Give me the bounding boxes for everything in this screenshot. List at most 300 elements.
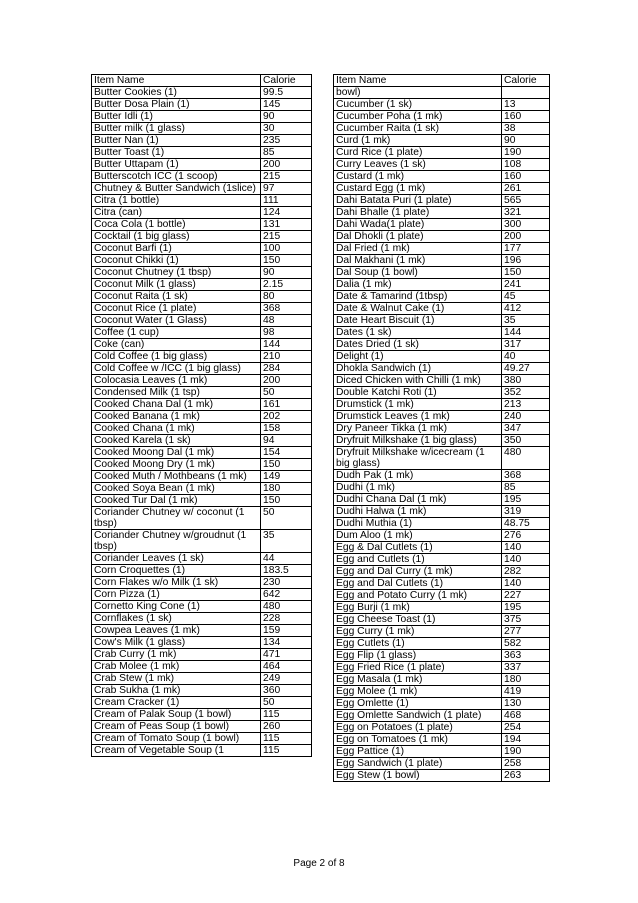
calorie-cell: 412 (502, 303, 550, 315)
item-name-cell: Coffee (1 cup) (92, 327, 261, 339)
item-name-cell: Dudhi Muthia (1) (334, 518, 502, 530)
table-row (92, 339, 312, 351)
item-name-cell: Cream of Vegetable Soup (1 (92, 745, 261, 757)
table-row (92, 195, 312, 207)
item-name-cell: Drumstick Leaves (1 mk) (334, 411, 502, 423)
calorie-cell: 50 (261, 507, 312, 530)
calorie-cell: 150 (261, 495, 312, 507)
item-name-cell: Cooked Moong Dal (1 mk) (92, 447, 261, 459)
table-row (334, 375, 550, 387)
item-name-cell: Coconut Chikki (1) (92, 255, 261, 267)
table-row (334, 243, 550, 255)
table-row (92, 625, 312, 637)
item-name-cell: Butter Toast (1) (92, 147, 261, 159)
item-name-cell: Cold Coffee (1 big glass) (92, 351, 261, 363)
item-name-cell: Cooked Chana Dal (1 mk) (92, 399, 261, 411)
calorie-cell: 144 (261, 339, 312, 351)
table-row (92, 363, 312, 375)
calorie-cell: Calorie (502, 75, 550, 87)
table-row (92, 565, 312, 577)
table-row (92, 219, 312, 231)
calorie-cell: 183.5 (261, 565, 312, 577)
item-name-cell: Egg and Potato Curry (1 mk) (334, 590, 502, 602)
item-name-cell: Egg Stew (1 bowl) (334, 770, 502, 782)
table-row (334, 111, 550, 123)
calorie-cell: 45 (502, 291, 550, 303)
calorie-cell: 464 (261, 661, 312, 673)
calorie-cell: 321 (502, 207, 550, 219)
item-name-cell: Dahi Batata Puri (1 plate) (334, 195, 502, 207)
item-name-cell: Cream of Palak Soup (1 bowl) (92, 709, 261, 721)
calorie-cell: 40 (502, 351, 550, 363)
table-row (334, 291, 550, 303)
calorie-cell: 282 (502, 566, 550, 578)
table-row (334, 674, 550, 686)
table-row (92, 471, 312, 483)
item-name-cell: Coriander Leaves (1 sk) (92, 553, 261, 565)
item-name-cell: Cooked Muth / Mothbeans (1 mk) (92, 471, 261, 483)
table-row (334, 770, 550, 782)
calorie-cell: 2.15 (261, 279, 312, 291)
table-row (92, 243, 312, 255)
item-name-cell: Crab Curry (1 mk) (92, 649, 261, 661)
table-row (92, 87, 312, 99)
table-row (334, 530, 550, 542)
table-row (334, 554, 550, 566)
table-row (92, 171, 312, 183)
calorie-cell: 215 (261, 231, 312, 243)
item-name-cell: Coconut Barfi (1) (92, 243, 261, 255)
calorie-cell: 565 (502, 195, 550, 207)
calorie-cell: 190 (502, 147, 550, 159)
item-name-cell: Dal Dhokli (1 plate) (334, 231, 502, 243)
calorie-cell: 180 (261, 483, 312, 495)
item-name-cell: Cornetto King Cone (1) (92, 601, 261, 613)
table-row (334, 255, 550, 267)
table-row (334, 542, 550, 554)
item-name-cell: Custard Egg (1 mk) (334, 183, 502, 195)
calorie-cell: 261 (502, 183, 550, 195)
item-name-cell: Coca Cola (1 bottle) (92, 219, 261, 231)
item-name-cell: Cucumber (1 sk) (334, 99, 502, 111)
item-name-cell: Cooked Soya Bean (1 mk) (92, 483, 261, 495)
item-name-cell: Corn Pizza (1) (92, 589, 261, 601)
item-name-cell: Butter Dosa Plain (1) (92, 99, 261, 111)
table-row (92, 375, 312, 387)
calorie-cell: 284 (261, 363, 312, 375)
calorie-cell: 30 (261, 123, 312, 135)
calorie-cell: 368 (261, 303, 312, 315)
calorie-cell: 347 (502, 423, 550, 435)
calorie-cell: 160 (502, 171, 550, 183)
calorie-cell: 276 (502, 530, 550, 542)
calorie-cell: 90 (261, 267, 312, 279)
calorie-cell: 363 (502, 650, 550, 662)
item-name-cell: Butter milk (1 glass) (92, 123, 261, 135)
item-name-cell: Butter Uttapam (1) (92, 159, 261, 171)
item-name-cell: Citra (1 bottle) (92, 195, 261, 207)
item-name-cell: Coriander Chutney w/ coconut (1 tbsp) (92, 507, 261, 530)
item-name-cell: Corn Flakes w/o Milk (1 sk) (92, 577, 261, 589)
calorie-cell: 80 (261, 291, 312, 303)
item-name-cell: Coriander Chutney w/groudnut (1 tbsp) (92, 530, 261, 553)
table-row (92, 315, 312, 327)
table-row (92, 423, 312, 435)
calorie-cell: 13 (502, 99, 550, 111)
calorie-cell: 195 (502, 602, 550, 614)
calorie-cell: 161 (261, 399, 312, 411)
calorie-cell: 480 (502, 447, 550, 470)
table-row (92, 459, 312, 471)
item-name-cell: Egg Molee (1 mk) (334, 686, 502, 698)
table-row (92, 661, 312, 673)
table-row (92, 697, 312, 709)
item-name-cell: Egg and Dal Curry (1 mk) (334, 566, 502, 578)
calorie-cell: 145 (261, 99, 312, 111)
calorie-cell: 98 (261, 327, 312, 339)
calorie-cell: 200 (261, 159, 312, 171)
calorie-cell: 368 (502, 470, 550, 482)
calorie-cell: 115 (261, 733, 312, 745)
item-name-cell: Date & Walnut Cake (1) (334, 303, 502, 315)
calorie-cell: 180 (502, 674, 550, 686)
calorie-cell: 228 (261, 613, 312, 625)
item-name-cell: Egg Omlette (1) (334, 698, 502, 710)
item-name-cell: Dudhi (1 mk) (334, 482, 502, 494)
calorie-cell: 317 (502, 339, 550, 351)
item-name-cell: Butter Nan (1) (92, 135, 261, 147)
table-row (334, 518, 550, 530)
item-name-cell: Citra (can) (92, 207, 261, 219)
table-row (92, 231, 312, 243)
item-name-cell: Crab Molee (1 mk) (92, 661, 261, 673)
calorie-cell: 319 (502, 506, 550, 518)
table-row (92, 411, 312, 423)
table-row (334, 578, 550, 590)
item-name-cell: Item Name (92, 75, 261, 87)
calorie-cell: 337 (502, 662, 550, 674)
calorie-cell: 48 (261, 315, 312, 327)
table-row (92, 530, 312, 553)
calorie-cell: 90 (502, 135, 550, 147)
calorie-cell: 134 (261, 637, 312, 649)
table-row (334, 171, 550, 183)
table-row (334, 602, 550, 614)
calorie-cell: 154 (261, 447, 312, 459)
calorie-cell: 227 (502, 590, 550, 602)
item-name-cell: Dalia (1 mk) (334, 279, 502, 291)
item-name-cell: Cream Cracker (1) (92, 697, 261, 709)
calorie-cell: 213 (502, 399, 550, 411)
calorie-cell: 158 (261, 423, 312, 435)
table-row (92, 303, 312, 315)
table-row (92, 207, 312, 219)
calorie-cell: 177 (502, 243, 550, 255)
table-row (92, 577, 312, 589)
calorie-cell: 200 (502, 231, 550, 243)
item-name-cell: Dry Paneer Tikka (1 mk) (334, 423, 502, 435)
item-name-cell: Cooked Moong Dry (1 mk) (92, 459, 261, 471)
item-name-cell: Egg on Tomatoes (1 mk) (334, 734, 502, 746)
table-row (334, 183, 550, 195)
table-row (92, 483, 312, 495)
table-row (334, 363, 550, 375)
calorie-cell: 35 (261, 530, 312, 553)
item-name-cell: Dal Fried (1 mk) (334, 243, 502, 255)
item-name-cell: Corn Croquettes (1) (92, 565, 261, 577)
calorie-cell: 240 (502, 411, 550, 423)
calorie-cell: 241 (502, 279, 550, 291)
item-name-cell: Egg and Cutlets (1) (334, 554, 502, 566)
item-name-cell: Curd Rice (1 plate) (334, 147, 502, 159)
table-row (92, 435, 312, 447)
table-row (334, 447, 550, 470)
calorie-cell: 150 (502, 267, 550, 279)
table-row (92, 637, 312, 649)
item-name-cell: Butter Cookies (1) (92, 87, 261, 99)
calorie-cell: 150 (261, 255, 312, 267)
table-row (334, 399, 550, 411)
calorie-cell: 140 (502, 554, 550, 566)
table-row (334, 315, 550, 327)
calorie-cell: 44 (261, 553, 312, 565)
table-row (334, 303, 550, 315)
item-name-cell: Egg Masala (1 mk) (334, 674, 502, 686)
item-name-cell: Coconut Chutney (1 tbsp) (92, 267, 261, 279)
table-row (334, 506, 550, 518)
item-name-cell: Egg Cheese Toast (1) (334, 614, 502, 626)
table-row (92, 159, 312, 171)
item-name-cell: Coconut Milk (1 glass) (92, 279, 261, 291)
calorie-cell: 230 (261, 577, 312, 589)
calorie-cell: 108 (502, 159, 550, 171)
item-name-cell: Egg Curry (1 mk) (334, 626, 502, 638)
item-name-cell: Dudhi Chana Dal (1 mk) (334, 494, 502, 506)
calorie-cell: 210 (261, 351, 312, 363)
table-row (92, 613, 312, 625)
item-name-cell: Cornflakes (1 sk) (92, 613, 261, 625)
calorie-cell: 160 (502, 111, 550, 123)
table-row (92, 733, 312, 745)
table-row (334, 722, 550, 734)
item-name-cell: Coconut Raita (1 sk) (92, 291, 261, 303)
calorie-cell: 263 (502, 770, 550, 782)
item-name-cell: Dahi Bhalle (1 plate) (334, 207, 502, 219)
item-name-cell: Cowpea Leaves (1 mk) (92, 625, 261, 637)
table-row (334, 207, 550, 219)
calorie-cell: 200 (261, 375, 312, 387)
calorie-cell: 130 (502, 698, 550, 710)
table-row (92, 351, 312, 363)
calorie-cell (502, 87, 550, 99)
calorie-cell: 85 (502, 482, 550, 494)
calorie-cell: 35 (502, 315, 550, 327)
table-row (92, 123, 312, 135)
table-row (92, 721, 312, 733)
calorie-cell: 48.75 (502, 518, 550, 530)
table-row (334, 123, 550, 135)
table-row (334, 327, 550, 339)
calorie-cell: 85 (261, 147, 312, 159)
table-row (334, 147, 550, 159)
item-name-cell: Dryfruit Milkshake (1 big glass) (334, 435, 502, 447)
calorie-cell: 190 (502, 746, 550, 758)
calorie-cell: 124 (261, 207, 312, 219)
table-header-row (92, 75, 312, 87)
item-name-cell: Colocasia Leaves (1 mk) (92, 375, 261, 387)
calorie-cell: 140 (502, 542, 550, 554)
table-row (92, 183, 312, 195)
table-row (92, 255, 312, 267)
calorie-cell: 480 (261, 601, 312, 613)
calorie-cell: 380 (502, 375, 550, 387)
item-name-cell: Egg Burji (1 mk) (334, 602, 502, 614)
table-row (334, 614, 550, 626)
calorie-cell: 144 (502, 327, 550, 339)
table-row (334, 267, 550, 279)
calorie-cell: 419 (502, 686, 550, 698)
calorie-cell: 194 (502, 734, 550, 746)
item-name-cell: Dates Dried (1 sk) (334, 339, 502, 351)
table-row (334, 135, 550, 147)
item-name-cell: Cooked Banana (1 mk) (92, 411, 261, 423)
table-row (334, 423, 550, 435)
table-row (92, 387, 312, 399)
item-name-cell: Curry Leaves (1 sk) (334, 159, 502, 171)
table-row (92, 267, 312, 279)
table-row (92, 589, 312, 601)
calorie-cell: 100 (261, 243, 312, 255)
table-row (92, 673, 312, 685)
table-row (92, 279, 312, 291)
calorie-cell: 90 (261, 111, 312, 123)
table-row (334, 411, 550, 423)
item-name-cell: Cream of Peas Soup (1 bowl) (92, 721, 261, 733)
item-name-cell: Diced Chicken with Chilli (1 mk) (334, 375, 502, 387)
table-row (92, 147, 312, 159)
item-name-cell: Egg Sandwich (1 plate) (334, 758, 502, 770)
item-name-cell: Cocktail (1 big glass) (92, 231, 261, 243)
item-name-cell: Dudh Pak (1 mk) (334, 470, 502, 482)
calorie-cell: 97 (261, 183, 312, 195)
item-name-cell: Cooked Karela (1 sk) (92, 435, 261, 447)
table-row (92, 327, 312, 339)
item-name-cell: Cream of Tomato Soup (1 bowl) (92, 733, 261, 745)
table-row (92, 507, 312, 530)
table-row (334, 566, 550, 578)
item-name-cell: Curd (1 mk) (334, 135, 502, 147)
item-name-cell: Coconut Water (1 Glass) (92, 315, 261, 327)
table-row (334, 710, 550, 722)
table-row (334, 435, 550, 447)
calorie-cell: 258 (502, 758, 550, 770)
table-row (334, 231, 550, 243)
item-name-cell: Chutney & Butter Sandwich (1slice) (92, 183, 261, 195)
calorie-cell: 215 (261, 171, 312, 183)
calorie-cell: 99.5 (261, 87, 312, 99)
table-row (334, 87, 550, 99)
calorie-cell: 582 (502, 638, 550, 650)
calorie-cell: 140 (502, 578, 550, 590)
calorie-cell: 195 (502, 494, 550, 506)
table-row (92, 291, 312, 303)
item-name-cell: Egg Pattice (1) (334, 746, 502, 758)
item-name-cell: Egg and Dal Cutlets (1) (334, 578, 502, 590)
calorie-cell: Calorie (261, 75, 312, 87)
table-row (92, 601, 312, 613)
calorie-cell: 94 (261, 435, 312, 447)
table-row (92, 649, 312, 661)
item-name-cell: Butterscotch ICC (1 scoop) (92, 171, 261, 183)
table-row (334, 494, 550, 506)
calorie-table-left-body (92, 75, 312, 757)
item-name-cell: Dryfruit Milkshake w/icecream (1 big glass) (334, 447, 502, 470)
calorie-cell: 360 (261, 685, 312, 697)
table-row (334, 470, 550, 482)
table-row (334, 219, 550, 231)
calorie-cell: 131 (261, 219, 312, 231)
table-row (92, 135, 312, 147)
item-name-cell: Egg & Dal Cutlets (1) (334, 542, 502, 554)
table-row (92, 111, 312, 123)
item-name-cell: Delight (1) (334, 351, 502, 363)
calorie-cell: 149 (261, 471, 312, 483)
item-name-cell: Dahi Wada(1 plate) (334, 219, 502, 231)
calorie-cell: 202 (261, 411, 312, 423)
table-row (92, 495, 312, 507)
table-row (92, 447, 312, 459)
table-row (92, 399, 312, 411)
item-name-cell: Egg Omlette Sandwich (1 plate) (334, 710, 502, 722)
table-row (334, 99, 550, 111)
calorie-cell: 468 (502, 710, 550, 722)
item-name-cell: Dal Makhani (1 mk) (334, 255, 502, 267)
calorie-cell: 277 (502, 626, 550, 638)
calorie-cell: 111 (261, 195, 312, 207)
table-row (334, 159, 550, 171)
table-row (92, 553, 312, 565)
item-name-cell: Egg on Potatoes (1 plate) (334, 722, 502, 734)
calorie-table-right-body (334, 75, 550, 782)
calorie-cell: 115 (261, 745, 312, 757)
item-name-cell: Cooked Tur Dal (1 mk) (92, 495, 261, 507)
page-number: Page 2 of 8 (293, 858, 345, 869)
item-name-cell: Double Katchi Roti (1) (334, 387, 502, 399)
table-row (334, 734, 550, 746)
table-row (334, 339, 550, 351)
item-name-cell: Dhokla Sandwich (1) (334, 363, 502, 375)
calorie-cell: 642 (261, 589, 312, 601)
item-name-cell: Egg Fried Rice (1 plate) (334, 662, 502, 674)
item-name-cell: Cucumber Poha (1 mk) (334, 111, 502, 123)
calorie-cell: 350 (502, 435, 550, 447)
item-name-cell: Egg Cutlets (1) (334, 638, 502, 650)
item-name-cell: Butter Idli (1) (92, 111, 261, 123)
item-name-cell: Crab Stew (1 mk) (92, 673, 261, 685)
item-name-cell: Crab Sukha (1 mk) (92, 685, 261, 697)
table-row (334, 279, 550, 291)
table-row (334, 195, 550, 207)
table-row (334, 638, 550, 650)
calorie-table-right (333, 74, 550, 782)
table-row (334, 746, 550, 758)
calorie-cell: 352 (502, 387, 550, 399)
item-name-cell: Coke (can) (92, 339, 261, 351)
calorie-cell: 235 (261, 135, 312, 147)
calorie-cell: 196 (502, 255, 550, 267)
table-row (92, 685, 312, 697)
item-name-cell: Cow's Milk (1 glass) (92, 637, 261, 649)
